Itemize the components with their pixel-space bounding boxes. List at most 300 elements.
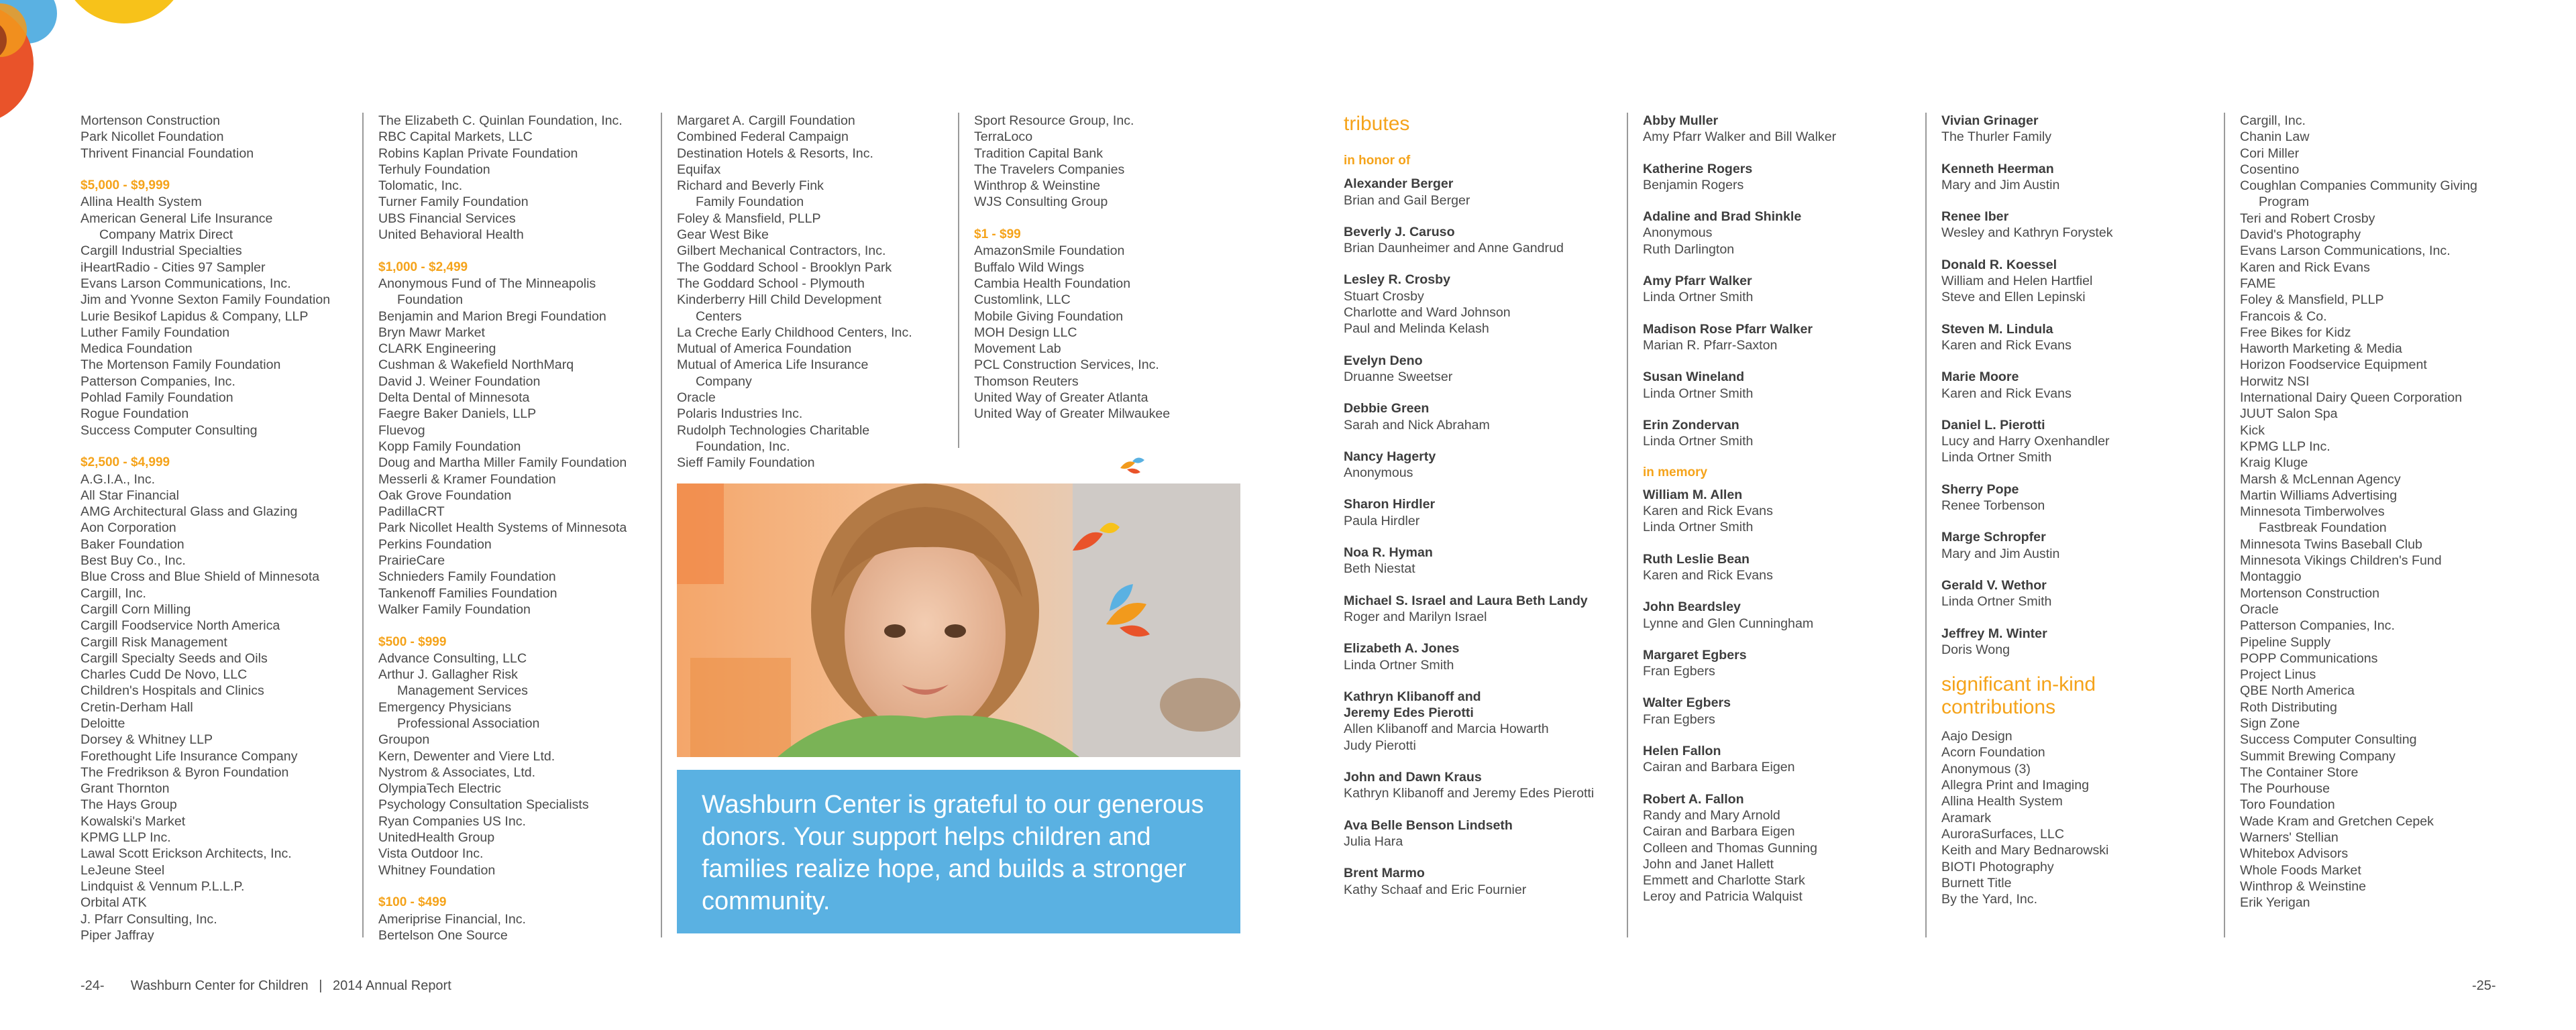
donor-name: Arthur J. Gallagher Risk [378, 667, 518, 683]
donor-name: Evans Larson Communications, Inc. [80, 276, 291, 291]
inkind-title-line-1: significant in-kind [1941, 673, 2096, 696]
donor-name: Cargill Corn Milling [80, 602, 191, 617]
donor-name: Teri and Robert Crosby [2240, 211, 2375, 226]
donor-name: Mutual of America Life Insurance [677, 357, 869, 373]
inkind-donor: Allina Health System [1941, 794, 2063, 809]
donor-name: Winthrop & Weinstine [974, 178, 1101, 194]
giving-level-heading: $1 - $99 [974, 227, 1021, 242]
donor-name: Lindquist & Vennum P.L.L.P. [80, 878, 245, 894]
tribute-entry [1344, 640, 1594, 673]
tribute-entry [1643, 321, 1836, 354]
donor-name: Cargill Specialty Seeds and Oils [80, 650, 268, 666]
donor-name: Marsh & McLennan Agency [2240, 471, 2401, 487]
donor-name: Bertelson One Source [378, 927, 508, 943]
donor-name: Anonymous Fund of The Minneapolis [378, 276, 596, 291]
donor-column-3 [677, 113, 912, 471]
donor-name: Messerli & Kramer Foundation [378, 471, 556, 487]
donor-name: MOH Design LLC [974, 325, 1077, 340]
tribute-honoree: Walter Egbers [1643, 695, 1731, 711]
donor-name: Emergency Physicians [378, 699, 512, 715]
donor-name: iHeartRadio - Cities 97 Sampler [80, 260, 266, 275]
tribute-honoree: Steven M. Lindula [1941, 321, 2053, 337]
tribute-entry [1941, 257, 2113, 306]
donor-name: Schnieders Family Foundation [378, 569, 556, 585]
donor-name: Terhuly Foundation [378, 162, 490, 177]
spacer [80, 439, 330, 455]
donor-name: Park Nicollet Health Systems of Minnesota [378, 520, 627, 536]
column-divider [362, 113, 364, 937]
donor-name: Dorsey & Whitney LLP [80, 732, 213, 748]
donor-name: Doug and Martha Miller Family Foundation [378, 455, 627, 471]
spacer [378, 243, 627, 259]
tribute-entry [1643, 487, 1836, 536]
tribute-donor: Paula Hirdler [1344, 513, 1420, 528]
tribute-entry [1344, 272, 1594, 337]
tribute-entry [1643, 113, 1836, 146]
tribute-donor: Anonymous [1344, 465, 1413, 481]
tribute-honoree: Sharon Hirdler [1344, 497, 1436, 512]
tribute-entry [1344, 224, 1594, 257]
tribute-entry [1643, 369, 1836, 402]
tribute-honoree: Kathryn Klibanoff and [1344, 689, 1481, 704]
donor-name: Winthrop & Weinstine [2240, 878, 2367, 894]
tribute-honoree: Ruth Leslie Bean [1643, 551, 1750, 567]
tribute-honoree: Michael S. Israel and Laura Beth Landy [1344, 593, 1588, 608]
tribute-entry [1643, 417, 1836, 450]
donor-name: Charles Cudd De Novo, LLC [80, 667, 248, 683]
tribute-donor: Renee Torbenson [1941, 498, 2045, 514]
donor-name: Toro Foundation [2240, 797, 2335, 813]
donor-name: UBS Financial Services [378, 211, 516, 226]
donor-name: Aon Corporation [80, 520, 176, 536]
donor-name: Family Foundation [696, 194, 804, 210]
tribute-entry [1643, 599, 1836, 632]
donor-name: TerraLoco [974, 129, 1033, 145]
donor-name: Oracle [677, 390, 716, 406]
tribute-honoree: Amy Pfarr Walker [1643, 274, 1752, 289]
donor-name: La Creche Early Childhood Centers, Inc. [677, 325, 912, 340]
donor-name: AMG Architectural Glass and Glazing [80, 504, 298, 520]
donor-name: David's Photography [2240, 227, 2361, 243]
tribute-honoree: Sherry Pope [1941, 481, 2019, 497]
donor-name: Grant Thornton [80, 781, 170, 797]
tribute-entry [1344, 400, 1594, 433]
tribute-entry [1643, 161, 1836, 194]
tribute-donor: Doris Wong [1941, 642, 2010, 657]
tribute-honoree: Adaline and Brad Shinkle [1643, 209, 1802, 225]
donor-name: Groupon [378, 732, 430, 748]
tribute-donor: Wesley and Kathryn Forystek [1941, 225, 2113, 241]
donor-name: KPMG LLP Inc. [80, 830, 171, 846]
tribute-entry [1941, 209, 2113, 241]
spacer [974, 211, 1170, 227]
donor-name: International Dairy Queen Corporation [2240, 390, 2463, 406]
donor-name: United Behavioral Health [378, 227, 524, 243]
donor-name: Fluevog [378, 422, 425, 438]
giving-level-heading: $1,000 - $2,499 [378, 260, 468, 274]
tribute-entry [1344, 176, 1594, 209]
donor-name: CLARK Engineering [378, 341, 496, 357]
tribute-donor: Karen and Rick Evans [1941, 386, 2072, 401]
donor-name: Customlink, LLC [974, 292, 1071, 308]
donor-name: Minnesota Vikings Children's Fund [2240, 553, 2442, 569]
tribute-entry [1643, 695, 1836, 728]
column-divider [1925, 113, 1927, 937]
donor-name: Mortenson Construction [80, 113, 221, 128]
tribute-entry [1941, 161, 2113, 194]
tribute-entry [1643, 743, 1836, 776]
donor-name: Evans Larson Communications, Inc. [2240, 243, 2451, 259]
tribute-donor: Sarah and Nick Abraham [1344, 417, 1490, 433]
donor-name: POPP Communications [2240, 650, 2378, 666]
donor-name: QBE North America [2240, 683, 2355, 699]
tribute-honoree: Ava Belle Benson Lindseth [1344, 817, 1513, 833]
spacer [378, 878, 627, 895]
donor-name: Thomson Reuters [974, 374, 1079, 389]
donor-name: Fastbreak Foundation [2259, 520, 2387, 536]
page-number-left: -24- [80, 978, 105, 993]
donor-name: Psychology Consultation Specialists [378, 797, 589, 813]
tribute-entry [1344, 689, 1594, 754]
tribute-honoree: John Beardsley [1643, 599, 1741, 615]
donor-name: PCL Construction Services, Inc. [974, 357, 1159, 373]
giving-level-heading: $100 - $499 [378, 895, 447, 910]
donor-name: Baker Foundation [80, 536, 184, 552]
tribute-donor: Karen and Rick Evans [1941, 337, 2072, 353]
tribute-entry [1344, 817, 1594, 850]
donor-name: Forethought Life Insurance Company [80, 748, 298, 764]
donor-name: Allina Health System [80, 194, 202, 210]
donor-name: Summit Brewing Company [2240, 748, 2396, 764]
tribute-entry [1941, 577, 2113, 610]
tribute-donor: John and Janet Hallett [1643, 856, 1774, 872]
donor-name: Free Bikes for Kidz [2240, 325, 2351, 340]
donor-column-4 [974, 113, 1170, 422]
donor-name: Benjamin and Marion Bregi Foundation [378, 308, 606, 324]
donor-name: Centers [696, 308, 742, 324]
inkind-column [2240, 113, 2477, 911]
tribute-honoree: Beverly J. Caruso [1344, 224, 1455, 239]
donor-name: UnitedHealth Group [378, 830, 495, 846]
tribute-entry [1344, 769, 1594, 802]
tribute-donor: Cairan and Barbara Eigen [1643, 760, 1795, 775]
in-memory-label: in memory [1643, 465, 1708, 480]
tribute-entry [1344, 449, 1594, 481]
donor-column-2 [378, 113, 627, 943]
donor-name: Thrivent Financial Foundation [80, 146, 254, 161]
tribute-entry [1643, 791, 1836, 905]
donor-name: The Pourhouse [2240, 781, 2330, 797]
donor-name: Vista Outdoor Inc. [378, 846, 484, 862]
tribute-donor: Roger and Marilyn Israel [1344, 609, 1487, 624]
donor-name: Roth Distributing [2240, 699, 2337, 715]
tribute-donor: Benjamin Rogers [1643, 177, 1744, 192]
donor-name: Ameriprise Financial, Inc. [378, 911, 526, 927]
column-divider [958, 113, 959, 448]
donor-name: KPMG LLP Inc. [2240, 439, 2330, 454]
donor-name: The Hays Group [80, 797, 177, 813]
donor-name: Kopp Family Foundation [378, 439, 521, 454]
donor-name: Martin Williams Advertising [2240, 488, 2398, 503]
donor-name: Cargill Foodservice North America [80, 618, 280, 634]
donor-name: Lurie Besikof Lapidus & Company, LLP [80, 308, 309, 324]
tribute-honoree: Renee Iber [1941, 209, 2009, 225]
donor-name: Cosentino [2240, 162, 2300, 177]
donor-name: Lawal Scott Erickson Architects, Inc. [80, 846, 292, 862]
inkind-donor: BIOTI Photography [1941, 859, 2054, 874]
donor-name: Kick [2240, 422, 2265, 438]
donor-name: Cori Miller [2240, 146, 2300, 161]
tribute-honoree: Lesley R. Crosby [1344, 272, 1450, 288]
tribute-honoree: Robert A. Fallon [1643, 791, 1744, 807]
donor-name: Delta Dental of Minnesota [378, 390, 530, 406]
tribute-donor: Kathy Schaaf and Eric Fournier [1344, 882, 1527, 897]
tribute-donor: The Thurler Family [1941, 129, 2052, 145]
tribute-honoree: Brent Marmo [1344, 866, 1425, 881]
tribute-donor: Fran Egbers [1643, 664, 1715, 679]
donor-name: Management Services [397, 683, 528, 699]
donor-name: JUUT Salon Spa [2240, 406, 2338, 422]
giving-level-heading: $2,500 - $4,999 [80, 455, 170, 470]
donor-name: Blue Cross and Blue Shield of Minnesota [80, 569, 320, 585]
donor-name: Oak Grove Foundation [378, 488, 512, 503]
donor-name: Piper Jaffray [80, 927, 154, 943]
tribute-entry [1941, 113, 2113, 146]
tribute-honoree: Madison Rose Pfarr Walker [1643, 321, 1813, 337]
spacer [80, 162, 330, 178]
tribute-honoree: Jeremy Edes Pierotti [1344, 705, 1474, 721]
column-divider [661, 113, 662, 937]
donor-name: AmazonSmile Foundation [974, 243, 1125, 259]
donor-name: Foundation, Inc. [696, 439, 790, 454]
tribute-honoree: Evelyn Deno [1344, 353, 1423, 368]
quote-text: Washburn Center is grateful to our generous donors. Your support helps children and families realize hope, and builds a stronger community. [702, 791, 1204, 915]
tribute-entry [1941, 321, 2113, 354]
donor-name: OlympiaTech Electric [378, 781, 501, 797]
tribute-donor: Linda Ortner Smith [1643, 290, 1754, 305]
tribute-entry [1643, 647, 1836, 680]
tribute-donor: Allen Klibanoff and Marcia Howarth [1344, 722, 1549, 737]
tribute-donor: Marian R. Pfarr-Saxton [1643, 337, 1778, 353]
tributes-title: tributes [1344, 113, 1410, 135]
donor-name: Destination Hotels & Resorts, Inc. [677, 146, 873, 161]
donor-name: J. Pfarr Consulting, Inc. [80, 911, 217, 927]
donor-name: Margaret A. Cargill Foundation [677, 113, 855, 128]
tribute-donor: Steve and Ellen Lepinski [1941, 290, 2086, 305]
tributes-column-1 [1344, 113, 1594, 913]
tribute-honoree: Susan Wineland [1643, 369, 1745, 385]
donor-name: Horwitz NSI [2240, 374, 2310, 389]
donor-name: Sign Zone [2240, 716, 2300, 731]
tribute-entry [1941, 626, 2113, 659]
donor-name: Tankenoff Families Foundation [378, 585, 557, 601]
donor-name: Robins Kaplan Private Foundation [378, 146, 578, 161]
donor-name: Polaris Industries Inc. [677, 406, 803, 422]
tribute-donor: Linda Ortner Smith [1344, 657, 1454, 673]
giving-level-heading: $5,000 - $9,999 [80, 178, 170, 193]
donor-name: Foundation [397, 292, 464, 308]
donor-name: Tradition Capital Bank [974, 146, 1104, 161]
leaf-logo-icon [1119, 456, 1147, 476]
tribute-donor: Kathryn Klibanoff and Jeremy Edes Pierotti [1344, 786, 1595, 801]
inkind-donor: Keith and Mary Bednarowski [1941, 843, 2109, 858]
donor-name: Wade Kram and Gretchen Cepek [2240, 813, 2434, 829]
donor-name: Perkins Foundation [378, 536, 492, 552]
donor-name: Cargill Risk Management [80, 634, 227, 650]
tribute-donor: Ruth Darlington [1643, 241, 1735, 257]
tribute-donor: Fran Egbers [1643, 711, 1715, 727]
inkind-donor: By the Yard, Inc. [1941, 892, 2038, 907]
donor-name: Cargill, Inc. [80, 585, 146, 601]
inkind-title [1941, 673, 2113, 719]
footer-separator: | [319, 978, 323, 993]
tribute-donor: Charlotte and Ward Johnson [1344, 305, 1511, 321]
tribute-donor: Colleen and Thomas Gunning [1643, 840, 1817, 856]
tribute-donor: Emmett and Charlotte Stark [1643, 873, 1805, 889]
column-divider [2224, 113, 2225, 937]
tributes-column-2 [1643, 113, 1836, 921]
donor-name: Park Nicollet Foundation [80, 129, 224, 145]
donor-name: Tolomatic, Inc. [378, 178, 463, 194]
child-photo [677, 483, 1240, 757]
donor-name: The Elizabeth C. Quinlan Foundation, Inc. [378, 113, 623, 128]
donor-name: The Travelers Companies [974, 162, 1125, 177]
donor-name: Foley & Mansfield, PLLP [677, 211, 821, 226]
inkind-donor: Allegra Print and Imaging [1941, 778, 2090, 793]
donor-name: The Fredrikson & Byron Foundation [80, 764, 289, 780]
tribute-donor: Cairan and Barbara Eigen [1643, 824, 1795, 840]
donor-name: RBC Capital Markets, LLC [378, 129, 533, 145]
tribute-honoree: Nancy Hagerty [1344, 449, 1436, 464]
tribute-entry [1344, 545, 1594, 577]
tribute-honoree: Jeffrey M. Winter [1941, 626, 2047, 641]
tribute-donor: Mary and Jim Austin [1941, 177, 2060, 192]
tribute-honoree: Erin Zondervan [1643, 417, 1739, 433]
donor-name: Movement Lab [974, 341, 1061, 357]
donor-name: Luther Family Foundation [80, 325, 230, 340]
tribute-donor: Linda Ortner Smith [1643, 434, 1754, 449]
donor-name: Children's Hospitals and Clinics [80, 683, 264, 699]
donor-name: United Way of Greater Milwaukee [974, 406, 1171, 422]
tribute-donor: Stuart Crosby [1344, 288, 1424, 304]
tribute-honoree: Alexander Berger [1344, 176, 1454, 192]
donor-name: Francois & Co. [2240, 308, 2327, 324]
inkind-title-line-2: contributions [1941, 696, 2056, 719]
donor-name: The Mortenson Family Foundation [80, 357, 281, 373]
inkind-donor: AuroraSurfaces, LLC [1941, 826, 2064, 842]
tribute-honoree: Kenneth Heerman [1941, 161, 2054, 176]
donor-name: WJS Consulting Group [974, 194, 1108, 210]
donor-name: Oracle [2240, 602, 2279, 617]
footer-left [80, 978, 451, 994]
tribute-donor: Paul and Melinda Kelash [1344, 321, 1489, 337]
spacer [378, 618, 627, 634]
inkind-donor: Acorn Foundation [1941, 745, 2045, 760]
tribute-donor: Karen and Rick Evans [1643, 567, 1773, 583]
donor-name: Best Buy Co., Inc. [80, 553, 186, 569]
tribute-donor: Lucy and Harry Oxenhandler [1941, 434, 2110, 449]
donor-name: Pipeline Supply [2240, 634, 2331, 650]
donor-name: Mobile Giving Foundation [974, 308, 1124, 324]
donor-name: All Star Financial [80, 488, 180, 503]
donor-name: Company [696, 374, 752, 389]
tribute-honoree: William M. Allen [1643, 487, 1743, 502]
tribute-donor: Leroy and Patricia Walquist [1643, 889, 1803, 905]
donor-name: Turner Family Foundation [378, 194, 529, 210]
donor-name: Program [2259, 194, 2310, 210]
tributes-column-3 [1941, 113, 2113, 907]
tribute-donor: Druanne Sweetser [1344, 369, 1453, 384]
donor-name: The Container Store [2240, 764, 2359, 780]
tribute-entry [1344, 353, 1594, 386]
giving-level-heading: $500 - $999 [378, 634, 447, 649]
tribute-donor: Lynne and Glen Cunningham [1643, 616, 1814, 631]
donor-name: Project Linus [2240, 667, 2316, 683]
inkind-donor: Anonymous (3) [1941, 761, 2031, 777]
donor-name: Equifax [677, 162, 721, 177]
inkind-donor: Aajo Design [1941, 729, 2012, 744]
donor-name: Success Computer Consulting [2240, 732, 2417, 748]
tribute-entry [1941, 529, 2113, 562]
tribute-donor: Brian Daunheimer and Anne Gandrud [1344, 241, 1564, 256]
donor-name: PadillaCRT [378, 504, 445, 520]
donor-name: Professional Association [397, 716, 540, 731]
donor-name: Cretin-Derham Hall [80, 699, 193, 715]
tribute-donor: Amy Pfarr Walker and Bill Walker [1643, 129, 1837, 145]
tribute-donor: Linda Ortner Smith [1941, 594, 2052, 610]
donor-name: LeJeune Steel [80, 862, 165, 878]
donor-name: Warners' Stellian [2240, 830, 2339, 846]
donor-name: PrairieCare [378, 553, 445, 569]
tribute-honoree: John and Dawn Kraus [1344, 770, 1482, 785]
tribute-honoree: Helen Fallon [1643, 744, 1721, 759]
tribute-honoree: Noa R. Hyman [1344, 545, 1433, 561]
donor-name: Orbital ATK [80, 895, 147, 911]
tribute-entry [1344, 865, 1594, 898]
page-number-right: -25- [2472, 978, 2496, 993]
donor-name: Whitebox Advisors [2240, 846, 2349, 862]
donor-name: Mortenson Construction [2240, 585, 2380, 601]
tribute-honoree: Debbie Green [1344, 401, 1430, 416]
tribute-entry [1643, 209, 1836, 258]
donor-name: Coughlan Companies Community Giving [2240, 178, 2477, 194]
donor-name: Cambia Health Foundation [974, 276, 1131, 291]
donor-name: Gilbert Mechanical Contractors, Inc. [677, 243, 886, 259]
donor-name: Erik Yerigan [2240, 895, 2310, 911]
tribute-donor: Linda Ortner Smith [1643, 520, 1754, 535]
tribute-entry [1643, 551, 1836, 584]
donor-name: Combined Federal Campaign [677, 129, 849, 145]
donor-name: Success Computer Consulting [80, 422, 258, 438]
donor-name: Kowalski's Market [80, 813, 186, 829]
donor-name: Horizon Foodservice Equipment [2240, 357, 2427, 373]
donor-name: Deloitte [80, 716, 125, 731]
tribute-donor: Judy Pierotti [1344, 738, 1416, 753]
donor-name: David J. Weiner Foundation [378, 374, 541, 389]
donor-name: Cushman & Wakefield NorthMarq [378, 357, 574, 373]
donor-name: Sport Resource Group, Inc. [974, 113, 1134, 128]
donor-name: Rudolph Technologies Charitable [677, 422, 870, 438]
quote-box [677, 770, 1240, 933]
tribute-donor: Beth Niestat [1344, 561, 1415, 577]
donor-name: Gear West Bike [677, 227, 769, 243]
donor-name: Patterson Companies, Inc. [80, 374, 235, 389]
donor-name: Bryn Mawr Market [378, 325, 485, 340]
tribute-honoree: Elizabeth A. Jones [1344, 641, 1460, 656]
donor-name: Company Matrix Direct [99, 227, 233, 243]
donor-name: Whole Foods Market [2240, 862, 2361, 878]
donor-name: Buffalo Wild Wings [974, 260, 1085, 275]
